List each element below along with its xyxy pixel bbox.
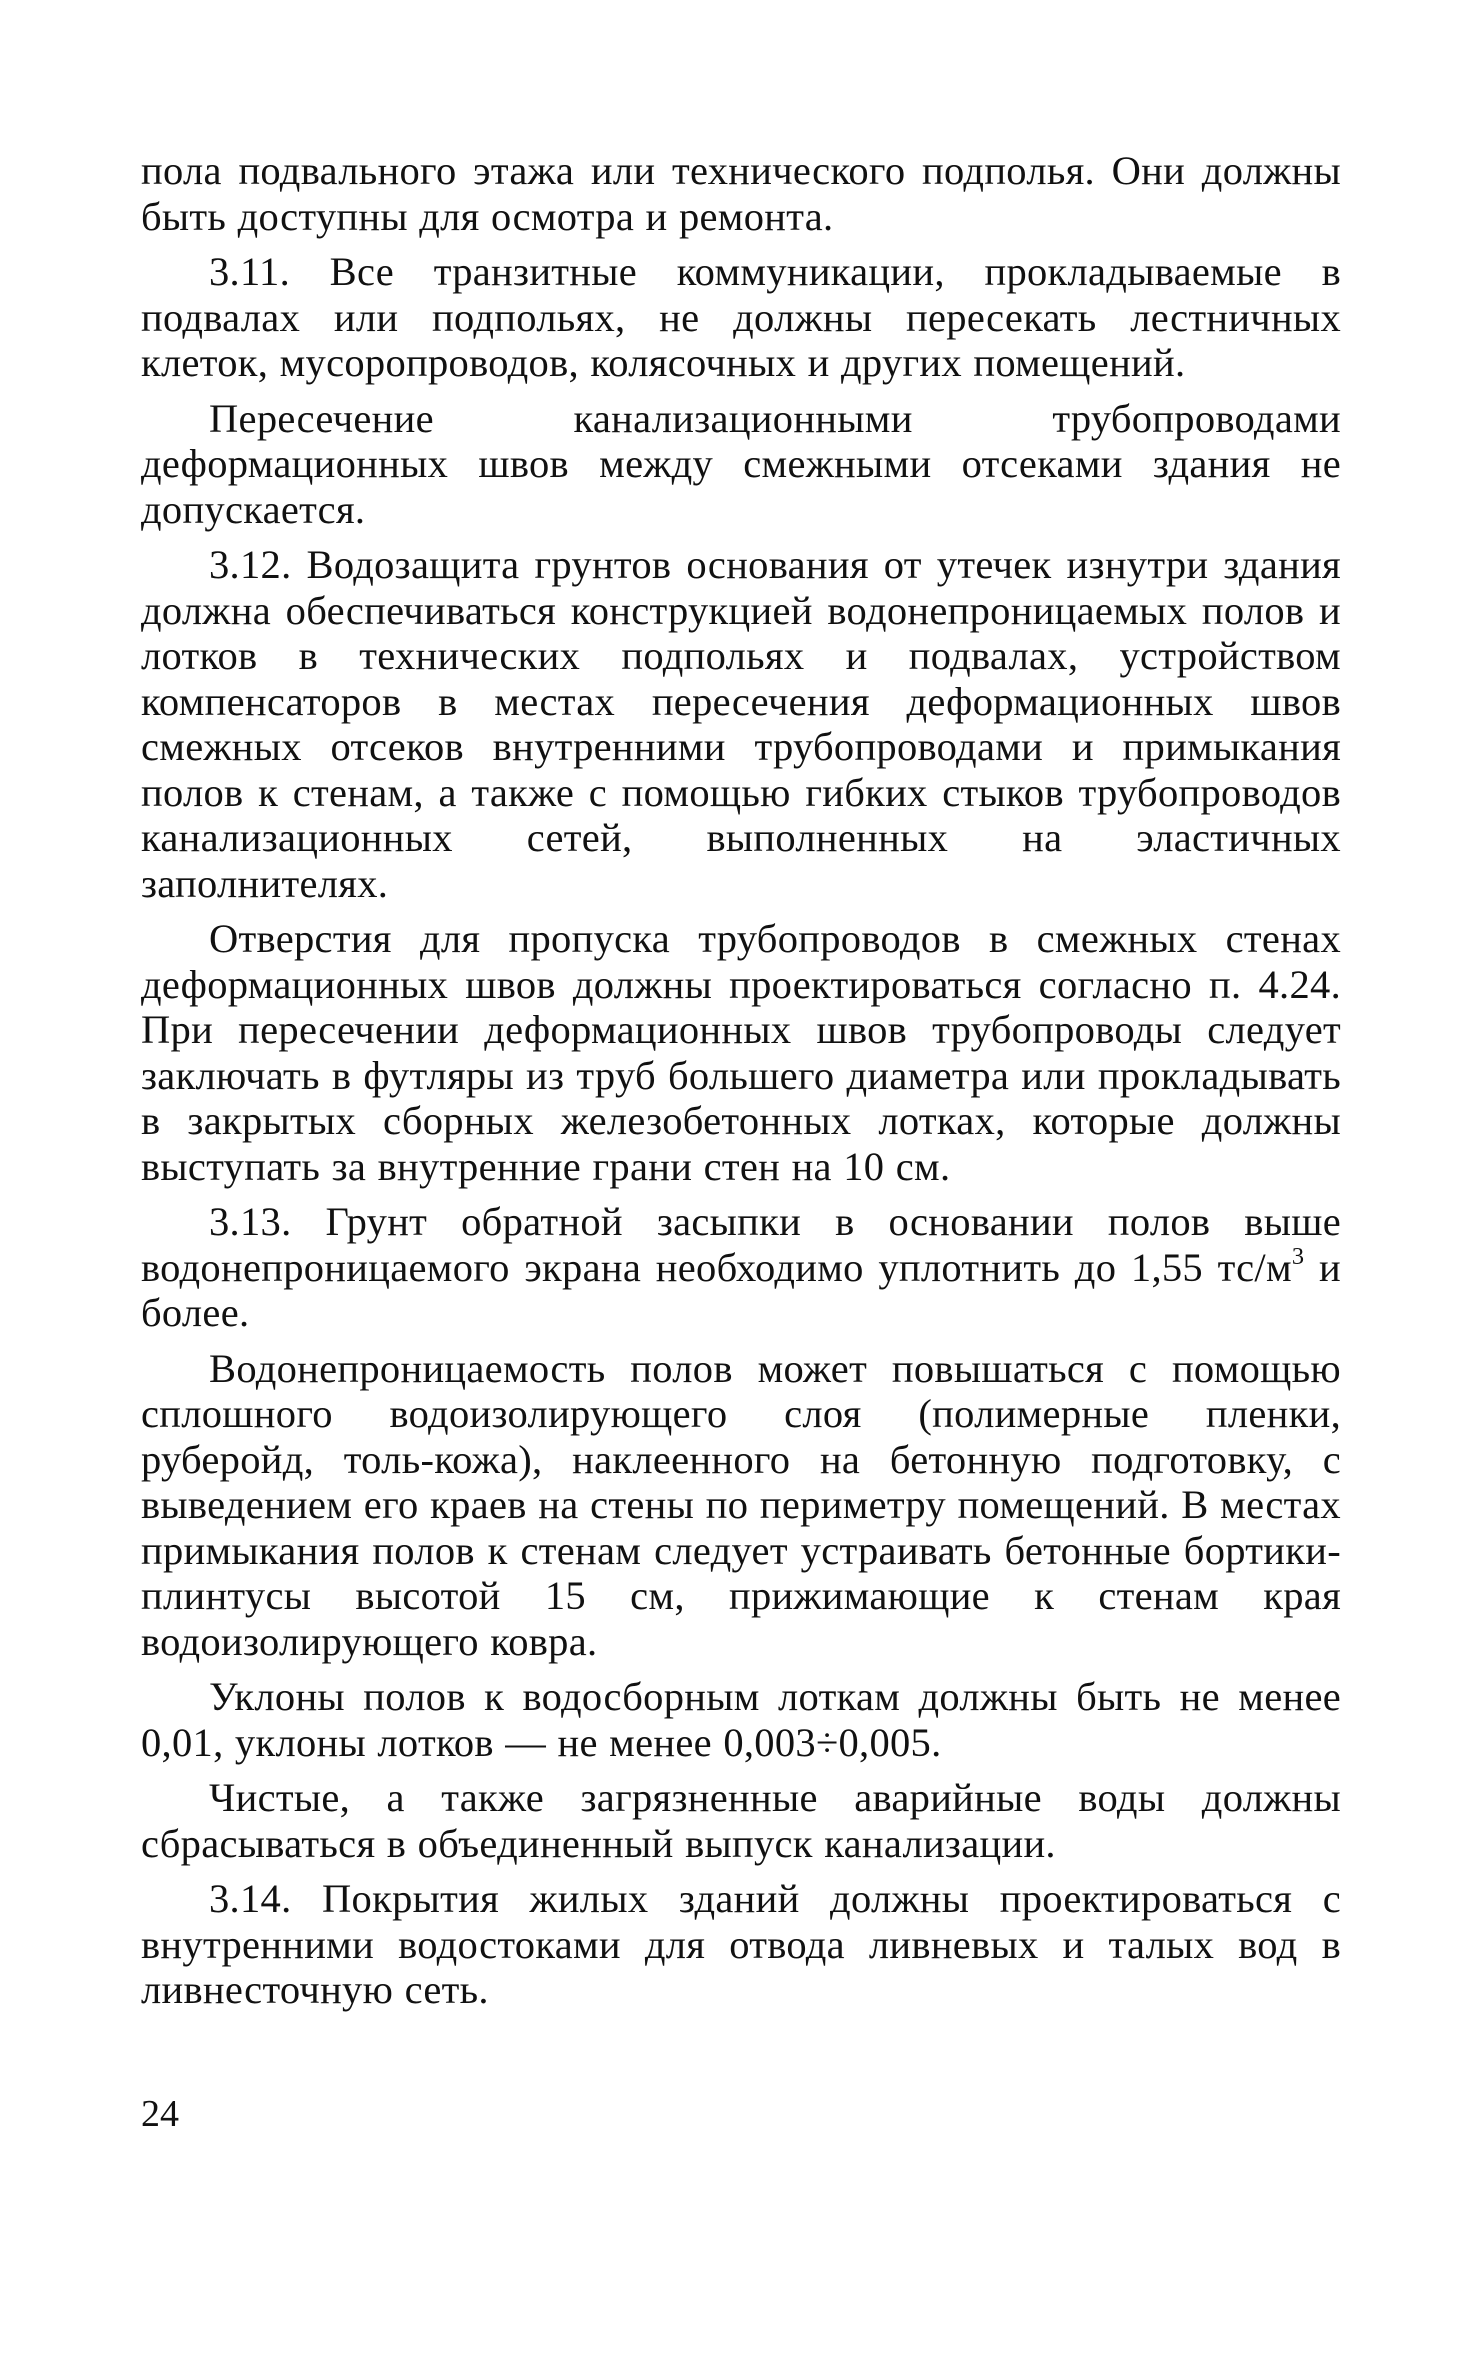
paragraph-3-12: 3.12. Водозащита грунтов основания от утечек изнутри здания должна обеспечиваться конструкцией водонепроницаемых полов и лотков в технических подпольях и подвалах, устройством компенсаторов в местах пересечения деформационных швов смежных отсеков внутренними трубопроводами и примыкания полов к стенам, а также с помощью гибких стыков трубопроводов канализационных сетей, выполненных на эластичных заполнителях. [141,542,1341,906]
paragraph-continuation: пола подвального этажа или технического подполья. Они должны быть доступны для осмотра и ремонта. [141,148,1341,239]
paragraph-openings: Отверстия для пропуска трубопроводов в смежных стенах деформационных швов должны проектироваться согласно п. 4.24. При пересечении деформационных швов трубопроводы следует заключать в футляры из труб большего диаметра или прокладывать в закрытых сборных железобетонных лотках, которые должны выступать за внутренние грани стен на 10 см. [141,916,1341,1189]
paragraph-emergency-water: Чистые, а также загрязненные аварийные воды должны сбрасываться в объединенный выпуск канализации. [141,1775,1341,1866]
paragraph-3-14: 3.14. Покрытия жилых зданий должны проектироваться с внутренними водостоками для отвода ливневых и талых вод в ливнесточную сеть. [141,1876,1341,2012]
paragraph-3-11: 3.11. Все транзитные коммуникации, прокладываемые в подвалах или подпольях, не должны пересекать лестничных клеток, мусоропроводов, колясочных и других помещений. [141,249,1341,385]
cubic-superscript: 3 [1291,1242,1305,1270]
body-text [141,148,1341,2023]
paragraph-waterproofing: Водонепроницаемость полов может повышаться с помощью сплошного водоизолирующего слоя (полимерные пленки, руберойд, толь-кожа), наклеенного на бетонную подготовку, с выведением его краев на стены по периметру помещений. В местах примыкания полов к стенам следует устраивать бетонные бортики-плинтусы высотой 15 см, прижимающие к стенам края водоизолирующего ковра. [141,1345,1341,1664]
paragraph-slopes: Уклоны полов к водосборным лоткам должны быть не менее 0,01, уклоны лотков — не менее 0,003÷0,005. [141,1674,1341,1765]
page-number: 24 [141,2093,179,2135]
paragraph-deformation-joints: Пересечение канализационными трубопроводами деформационных швов между смежными отсеками здания не допускается. [141,395,1341,532]
paragraph-3-13-tail: и более. [141,1244,1341,1335]
paragraph-3-13-text: 3.13. Грунт обратной засыпки в основании полов выше водонепроницаемого экрана необходимо уплотнить до 1,55 тс/м [141,1199,1341,1290]
paragraph-3-13 [141,1199,1341,1336]
